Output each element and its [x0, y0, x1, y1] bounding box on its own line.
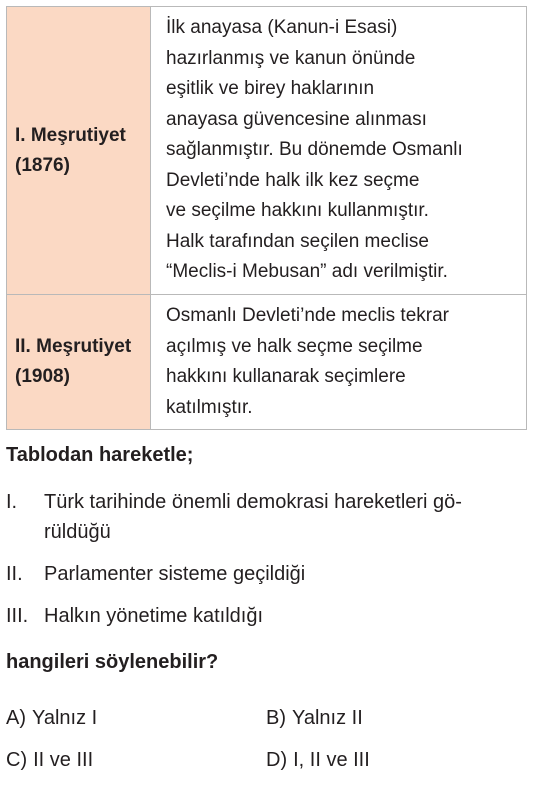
statement-item — [6, 487, 531, 547]
option-letter: B) — [266, 707, 286, 729]
table-row — [7, 7, 527, 295]
table-row — [7, 295, 527, 430]
question-tail: hangileri söylenebilir? — [6, 651, 219, 673]
option-d[interactable] — [266, 749, 370, 772]
statement-text: Türk tarihinde önemli demokrasi hareketleri gö- — [44, 491, 462, 513]
option-a[interactable] — [6, 707, 97, 730]
description-line: ve seçilme hakkını kullanmıştır. — [166, 200, 429, 222]
period-cell — [7, 295, 151, 430]
statement-item — [6, 559, 531, 589]
description-line: Halk tarafından seçilen meclise — [166, 230, 429, 252]
description-line: Osmanlı Devleti’nde meclis tekrar — [166, 305, 449, 326]
description-cell — [151, 7, 527, 295]
statement-number: II. — [6, 563, 23, 585]
option-letter: A) — [6, 707, 26, 729]
description-line: sağlanmıştır. Bu dönemde Osmanlı — [166, 139, 463, 161]
description-line: İlk anayasa (Kanun-i Esasi) — [166, 17, 398, 39]
description-line: Devleti’nde halk ilk kez seçme — [166, 169, 420, 191]
period-name: I. Meşrutiyet — [15, 124, 126, 146]
option-text: I, II ve III — [293, 749, 370, 771]
period-cell — [7, 7, 151, 295]
description-line: eşitlik ve birey haklarının — [166, 78, 375, 100]
period-year: (1908) — [15, 366, 70, 387]
statement-number: I. — [6, 491, 18, 513]
option-text: Yalnız I — [32, 707, 98, 729]
option-letter: C) — [6, 749, 28, 771]
description-line: katılmıştır. — [166, 396, 253, 418]
description-line: hakkını kullanarak seçimlere — [166, 366, 406, 387]
period-year: (1876) — [15, 154, 70, 176]
description-line: açılmış ve halk seçme seçilme — [166, 335, 423, 357]
question-lead: Tablodan hareketle; — [6, 444, 194, 466]
description-line: hazırlanmış ve kanun önünde — [166, 47, 416, 69]
statement-text: Parlamenter sisteme geçildiği — [44, 563, 306, 585]
statement-item — [6, 601, 531, 631]
option-text: II ve III — [33, 749, 94, 771]
statement-text: rüldüğü — [44, 521, 111, 543]
statement-text: Halkın yönetime katıldığı — [44, 605, 263, 627]
option-letter: D) — [266, 749, 288, 771]
statement-list — [6, 487, 531, 643]
info-table — [6, 6, 527, 430]
option-b[interactable] — [266, 707, 363, 730]
period-name: II. Meşrutiyet — [15, 336, 132, 357]
statement-number: III. — [6, 605, 29, 627]
description-line: “Meclis-i Mebusan” adı verilmiştir. — [166, 261, 448, 283]
description-line: anayasa güvencesine alınması — [166, 108, 427, 130]
description-cell — [151, 295, 527, 430]
option-text: Yalnız II — [292, 707, 363, 729]
option-c[interactable] — [6, 749, 93, 772]
